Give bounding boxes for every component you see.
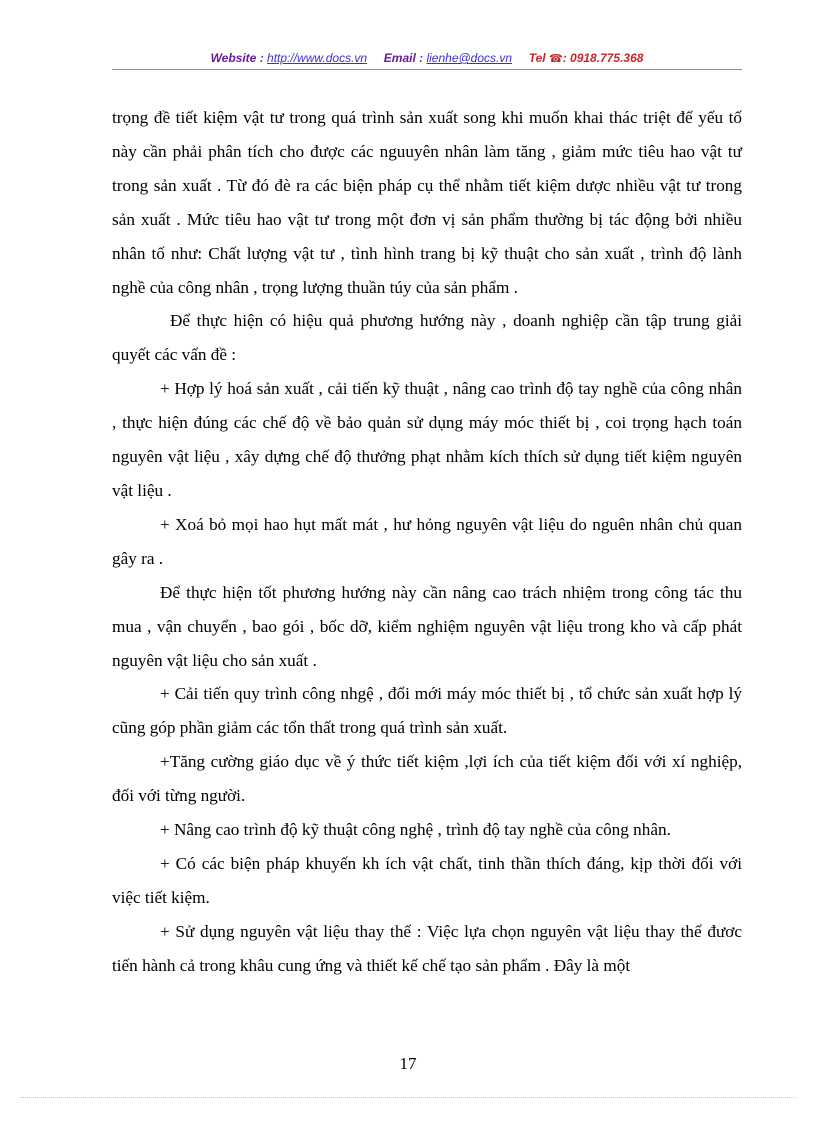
paragraph: +Tăng cường giáo dục về ý thức tiết kiệm ,lợi ích của tiết kiệm đối với xí nghiệp, đối với từng người. [112, 752, 742, 806]
header-rule [112, 69, 742, 70]
tel-label: Tel [528, 51, 546, 65]
paragraph: + Nâng cao trình độ kỹ thuật công nghệ , trình độ tay nghề của công nhân. [160, 820, 671, 840]
paragraph: + Sử dụng nguyên vật liệu thay thế : Việc lựa chọn nguyên vật liệu thay thế đươc tiến hành cả trong khâu cung ứng và thiết kế chế tạo sản phẩm . Đây là một [112, 921, 742, 975]
paragraph: + Xoá bỏ mọi hao hụt mất mát , hư hỏng nguyên vật liệu do nguên nhân chủ quan gây ra . [112, 514, 742, 568]
phone-number: : 0918.775.368 [562, 51, 644, 65]
email-label: Email [383, 51, 416, 65]
page-header [112, 51, 742, 65]
email-separator: : [415, 51, 424, 65]
page-number: 17 [399, 1054, 417, 1073]
paragraph: + Có các biện pháp khuyến kh ích vật chất, tinh thần thích đáng, kịp thời đối với việc tiết kiệm. [112, 853, 742, 907]
document-body [112, 101, 742, 983]
phone-icon: ☎ [548, 53, 563, 65]
paragraph: + Cải tiến quy trình công nhgệ , đổi mới máy móc thiết bị , tổ chức sản xuất hợp lý cũng góp phần giảm các tổn thất trong quá trình sản xuất. [112, 684, 742, 738]
email-link[interactable]: lienhe@docs.vn [426, 51, 513, 65]
paragraph: Để thực hiện tốt phương hướng này cần nâng cao trách nhiệm trong công tác thu mua , vận chuyển , bao gói , bốc dỡ, kiểm nghiệm nguyên vật liệu trong kho và cấp phát nguyên vật liệu cho sản xuất . [112, 582, 742, 670]
paragraph: trọng đề tiết kiệm vật tư trong quá trình sản xuất song khi muốn khai thác triệt để yếu tố này cần phải phân tích cho được các nguuyên nhân làm tăng , giảm mức tiêu hao vật tư trong sản xuất . Từ đó đè ra các biện pháp cụ thể nhằm tiết kiệm dược nhiều vật tư trong sản xuất . Mức tiêu hao vật tư trong một đơn vị sản phẩm thường bị tác động bởi nhiều nhân tố như: Chất lượng vật tư , tình hình trang bị kỹ thuật cho sản xuất , trình độ lành nghề của công nhân , trọng lượng thuần túy của sản phẩm . [112, 108, 742, 297]
footer-dotted-rule [20, 1097, 796, 1098]
website-label: Website : [210, 51, 264, 65]
website-link[interactable]: http://www.docs.vn [267, 51, 368, 65]
paragraph: + Hợp lý hoá sản xuất , cải tiến kỹ thuật , nâng cao trình độ tay nghề của công nhân , thực hiện đúng các chế độ về bảo quản sử dụng máy móc thiết bị , coi trọng hạch toán nguyên vật liệu , xây dựng chế độ thưởng phạt nhằm kích thích sử dụng tiết kiệm nguyên vật liệu . [112, 379, 742, 500]
paragraph: Để thực hiện có hiệu quả phương hướng này , doanh nghiệp cần tập trung giải quyết các vấn đề : [112, 311, 742, 365]
